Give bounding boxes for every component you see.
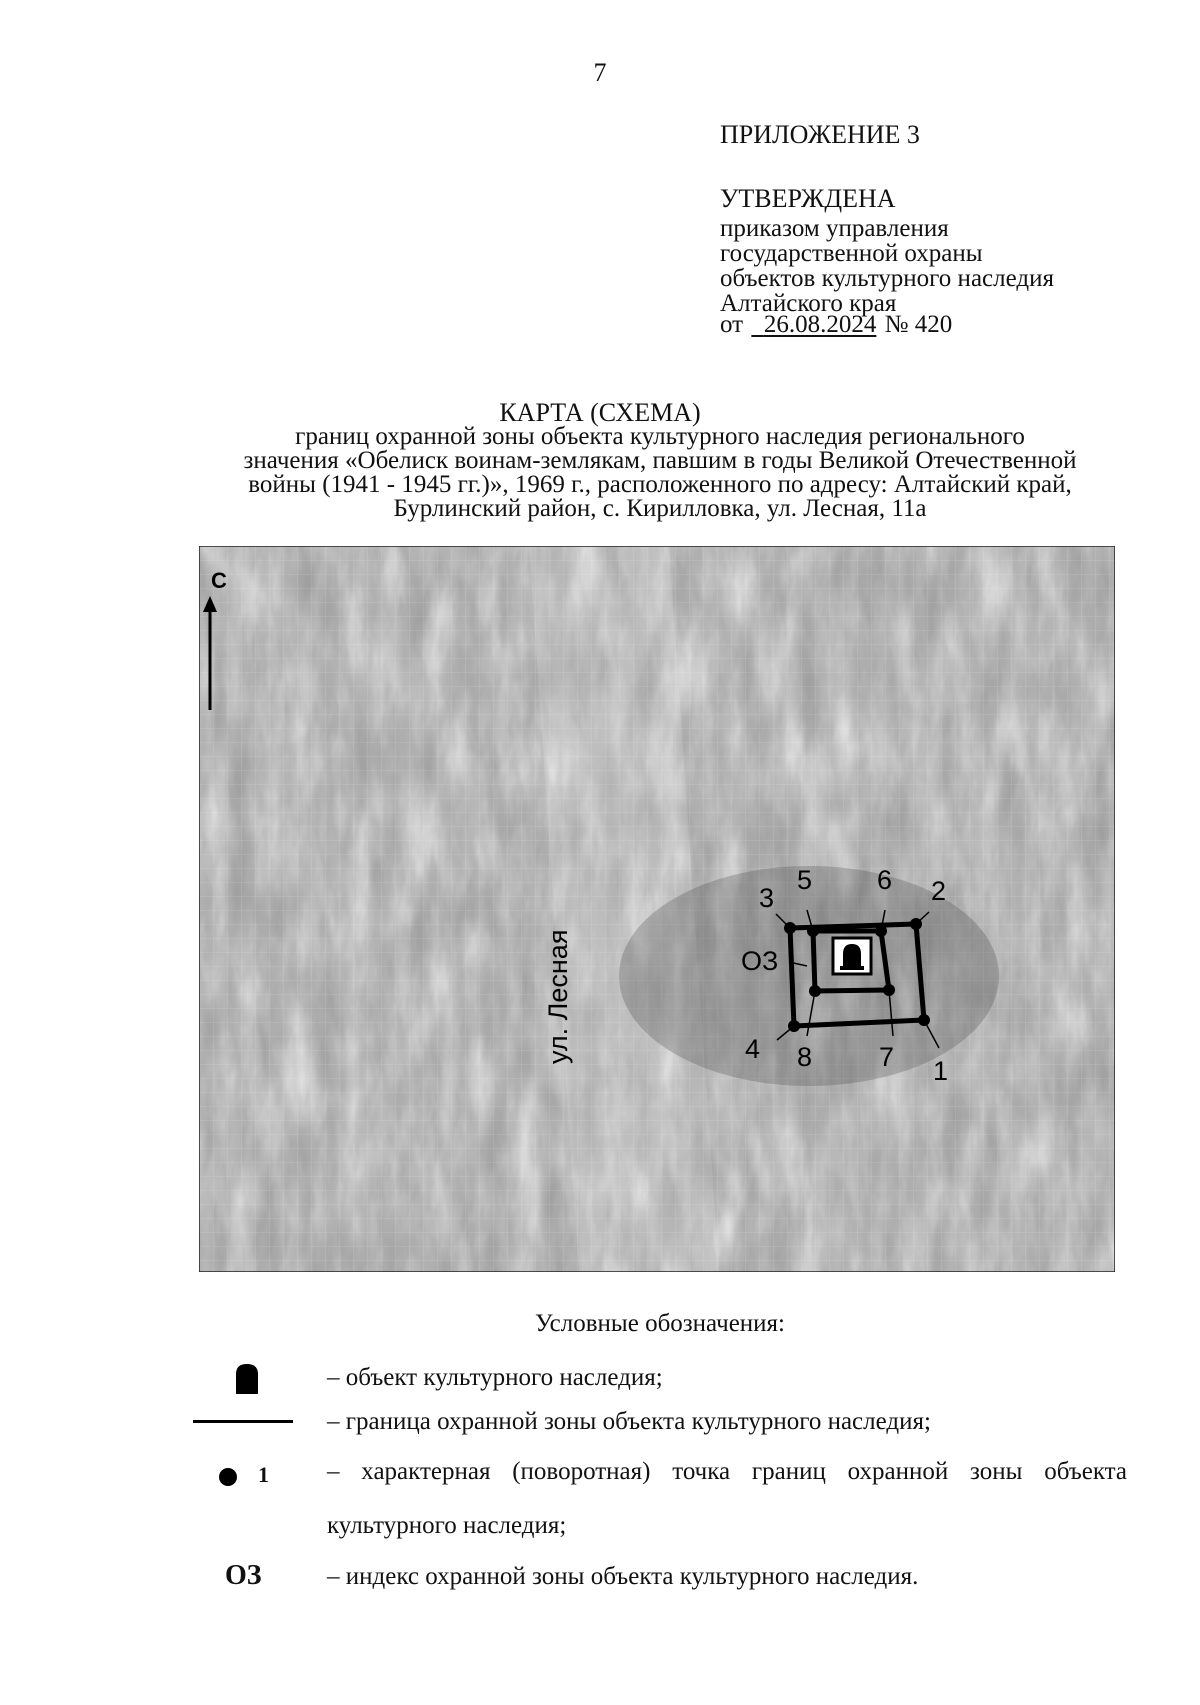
turning-point-7 (883, 984, 895, 996)
turning-point-8 (809, 985, 821, 997)
approval-line: государственной охраны (720, 240, 983, 267)
point-label-8: 8 (797, 1042, 813, 1072)
subtitle-line: Бурлинский район, с. Кирилловка, ул. Лесная, 11а (393, 495, 927, 522)
heritage-object-legend-icon (233, 1362, 261, 1396)
subtitle-line: границ охранной зоны объекта культурного наследия регионального (295, 423, 1025, 450)
turning-point-legend-icon (219, 1468, 237, 1486)
page-number: 7 (593, 58, 607, 87)
north-label: С (211, 568, 227, 593)
legend-item-boundary: – граница охранной зоны объекта культурного наследия; (327, 1408, 931, 1435)
point-label-5: 5 (797, 865, 813, 895)
zone-index-label: ОЗ (741, 946, 779, 976)
turning-point-legend-label: 1 (258, 1462, 269, 1487)
subtitle-line: значения «Обелиск воинам-землякам, павшим в годы Великой Отечественной (243, 447, 1077, 474)
approval-block (720, 216, 1054, 316)
street-label: ул. Лесная (543, 929, 573, 1064)
approval-line: приказом управления (720, 215, 949, 242)
turning-point-6 (875, 925, 887, 937)
point-label-2: 2 (931, 876, 947, 906)
order-date-value: 26.08.2024 (763, 311, 877, 338)
document-title: КАРТА (СХЕМА) (499, 398, 701, 427)
document-subtitle (150, 425, 1170, 521)
turning-point-3 (784, 922, 796, 934)
point-label-3: 3 (759, 883, 775, 913)
approval-line: объектов культурного наследия (720, 265, 1054, 292)
point-label-6: 6 (877, 865, 893, 895)
turning-point-4 (788, 1020, 800, 1032)
legend-item-turning-point-cont: культурного наследия; (327, 1512, 567, 1539)
turning-point-2 (910, 918, 922, 930)
turning-point-1 (918, 1014, 930, 1026)
order-date (749, 311, 878, 338)
point-label-7: 7 (879, 1042, 895, 1072)
approval-line: Алтайского края (720, 290, 897, 317)
zone-index-legend-label: ОЗ (225, 1560, 262, 1591)
point-label-4: 4 (745, 1034, 761, 1064)
date-prefix: от (720, 311, 744, 338)
turning-point-5 (807, 925, 819, 937)
point-label-1: 1 (933, 1056, 949, 1086)
boundary-line-legend-icon (193, 1420, 293, 1423)
map-scheme (199, 546, 1115, 1272)
heritage-object-icon (833, 938, 871, 974)
legend-item-heritage: – объект культурного наследия; (327, 1364, 663, 1391)
approval-heading: УТВЕРЖДЕНА (720, 184, 896, 213)
order-date-line (720, 311, 952, 339)
subtitle-line: войны (1941 - 1945 гг.)», 1969 г., расположенного по адресу: Алтайский край, (248, 471, 1072, 498)
legend-item-turning-point: – характерная (поворотная) точка границ охранной зоны объекта (327, 1458, 1127, 1485)
legend-title: Условные обозначения: (534, 1310, 786, 1337)
legend-item-zone-index: – индекс охранной зоны объекта культурного наследия. (327, 1563, 919, 1590)
appendix-label: ПРИЛОЖЕНИЕ 3 (720, 120, 920, 149)
order-number: № 420 (884, 311, 953, 338)
